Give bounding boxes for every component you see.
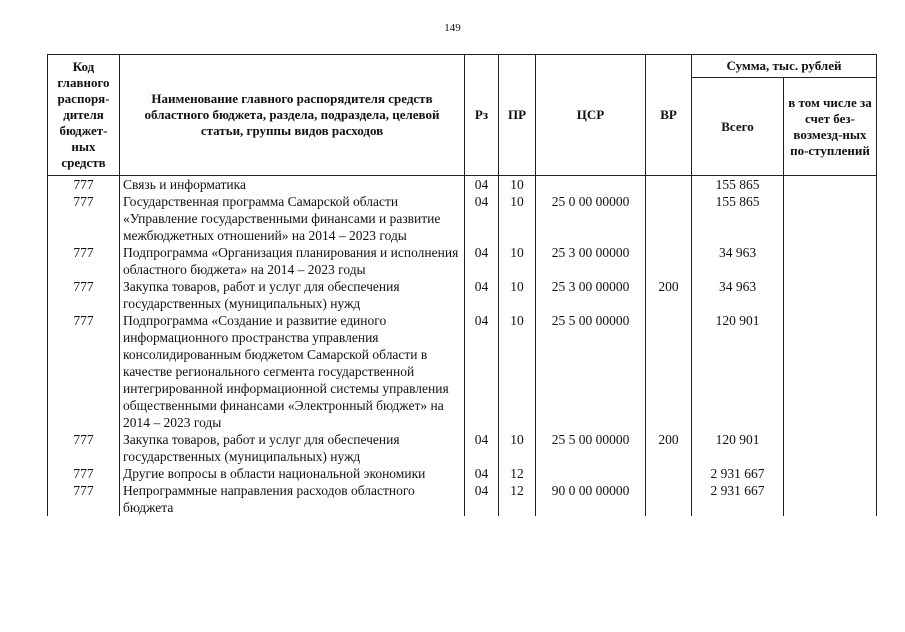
budget-table [47, 54, 877, 516]
cell-total: 120 901 [692, 312, 784, 431]
page-number: 149 [444, 22, 461, 34]
cell-pr: 10 [499, 431, 536, 465]
cell-csr: 25 5 00 00000 [536, 312, 646, 431]
cell-rz: 04 [465, 193, 499, 244]
cell-pr: 10 [499, 312, 536, 431]
cell-name: Непрограммные направления расходов областного бюджета [120, 482, 465, 516]
cell-incl [784, 244, 877, 278]
cell-vr [646, 312, 692, 431]
cell-pr: 10 [499, 176, 536, 194]
cell-name: Подпрограмма «Организация планирования и исполнения областного бюджета» на 2014 – 2023 годы [120, 244, 465, 278]
cell-code: 777 [48, 431, 120, 465]
header-name: Наименование главного распорядителя средств областного бюджета, раздела, подраздела, целевой статьи, группы видов расходов [120, 55, 465, 176]
cell-csr: 90 0 00 00000 [536, 482, 646, 516]
cell-pr: 12 [499, 482, 536, 516]
table-row [48, 244, 877, 278]
cell-name: Другие вопросы в области национальной экономики [120, 465, 465, 482]
cell-name: Связь и информатика [120, 176, 465, 194]
cell-incl [784, 278, 877, 312]
cell-incl [784, 482, 877, 516]
cell-vr [646, 482, 692, 516]
header-sum-group: Сумма, тыс. рублей [692, 55, 877, 78]
table-body [48, 176, 877, 517]
cell-pr: 12 [499, 465, 536, 482]
cell-csr: 25 5 00 00000 [536, 431, 646, 465]
cell-rz: 04 [465, 244, 499, 278]
cell-pr: 10 [499, 193, 536, 244]
header-code: Код главного распоря-дителя бюджет-ных средств [48, 55, 120, 176]
cell-incl [784, 431, 877, 465]
header-vr: ВР [646, 55, 692, 176]
cell-code: 777 [48, 465, 120, 482]
cell-pr: 10 [499, 278, 536, 312]
header-total: Всего [692, 78, 784, 176]
cell-total: 155 865 [692, 193, 784, 244]
cell-rz: 04 [465, 278, 499, 312]
cell-name: Закупка товаров, работ и услуг для обеспечения государственных (муниципальных) нужд [120, 431, 465, 465]
cell-name: Государственная программа Самарской области «Управление государственными финансами и развитие межбюджетных отношений» на 2014 – 2023 годы [120, 193, 465, 244]
cell-code: 777 [48, 312, 120, 431]
cell-csr: 25 0 00 00000 [536, 193, 646, 244]
cell-incl [784, 465, 877, 482]
header-csr: ЦСР [536, 55, 646, 176]
cell-rz: 04 [465, 312, 499, 431]
cell-total: 34 963 [692, 244, 784, 278]
cell-rz: 04 [465, 482, 499, 516]
cell-incl [784, 176, 877, 194]
cell-total: 120 901 [692, 431, 784, 465]
cell-vr [646, 465, 692, 482]
cell-vr: 200 [646, 431, 692, 465]
cell-name: Закупка товаров, работ и услуг для обеспечения государственных (муниципальных) нужд [120, 278, 465, 312]
cell-incl [784, 193, 877, 244]
cell-rz: 04 [465, 176, 499, 194]
cell-vr [646, 176, 692, 194]
cell-name: Подпрограмма «Создание и развитие единого информационного пространства управления консолидированным бюджетом Самарской области в качестве регионального сегмента государственной интегрированной информационной системы управления общественными финансами «Электронный бюджет» на 2014 – 2023 годы [120, 312, 465, 431]
cell-vr [646, 244, 692, 278]
table-row [48, 193, 877, 244]
cell-code: 777 [48, 176, 120, 194]
table-row [48, 176, 877, 194]
cell-vr: 200 [646, 278, 692, 312]
table-row [48, 278, 877, 312]
cell-vr [646, 193, 692, 244]
header-rz: Рз [465, 55, 499, 176]
cell-incl [784, 312, 877, 431]
table-row [48, 465, 877, 482]
cell-total: 2 931 667 [692, 482, 784, 516]
cell-total: 2 931 667 [692, 465, 784, 482]
cell-total: 34 963 [692, 278, 784, 312]
cell-rz: 04 [465, 465, 499, 482]
cell-csr [536, 465, 646, 482]
cell-code: 777 [48, 482, 120, 516]
cell-csr [536, 176, 646, 194]
cell-code: 777 [48, 244, 120, 278]
table-row [48, 482, 877, 516]
cell-code: 777 [48, 278, 120, 312]
table-row [48, 312, 877, 431]
cell-total: 155 865 [692, 176, 784, 194]
cell-csr: 25 3 00 00000 [536, 278, 646, 312]
table-row [48, 431, 877, 465]
cell-code: 777 [48, 193, 120, 244]
header-incl: в том числе за счет без-возмезд-ных по-ступлений [784, 78, 877, 176]
cell-pr: 10 [499, 244, 536, 278]
cell-rz: 04 [465, 431, 499, 465]
header-pr: ПР [499, 55, 536, 176]
cell-csr: 25 3 00 00000 [536, 244, 646, 278]
